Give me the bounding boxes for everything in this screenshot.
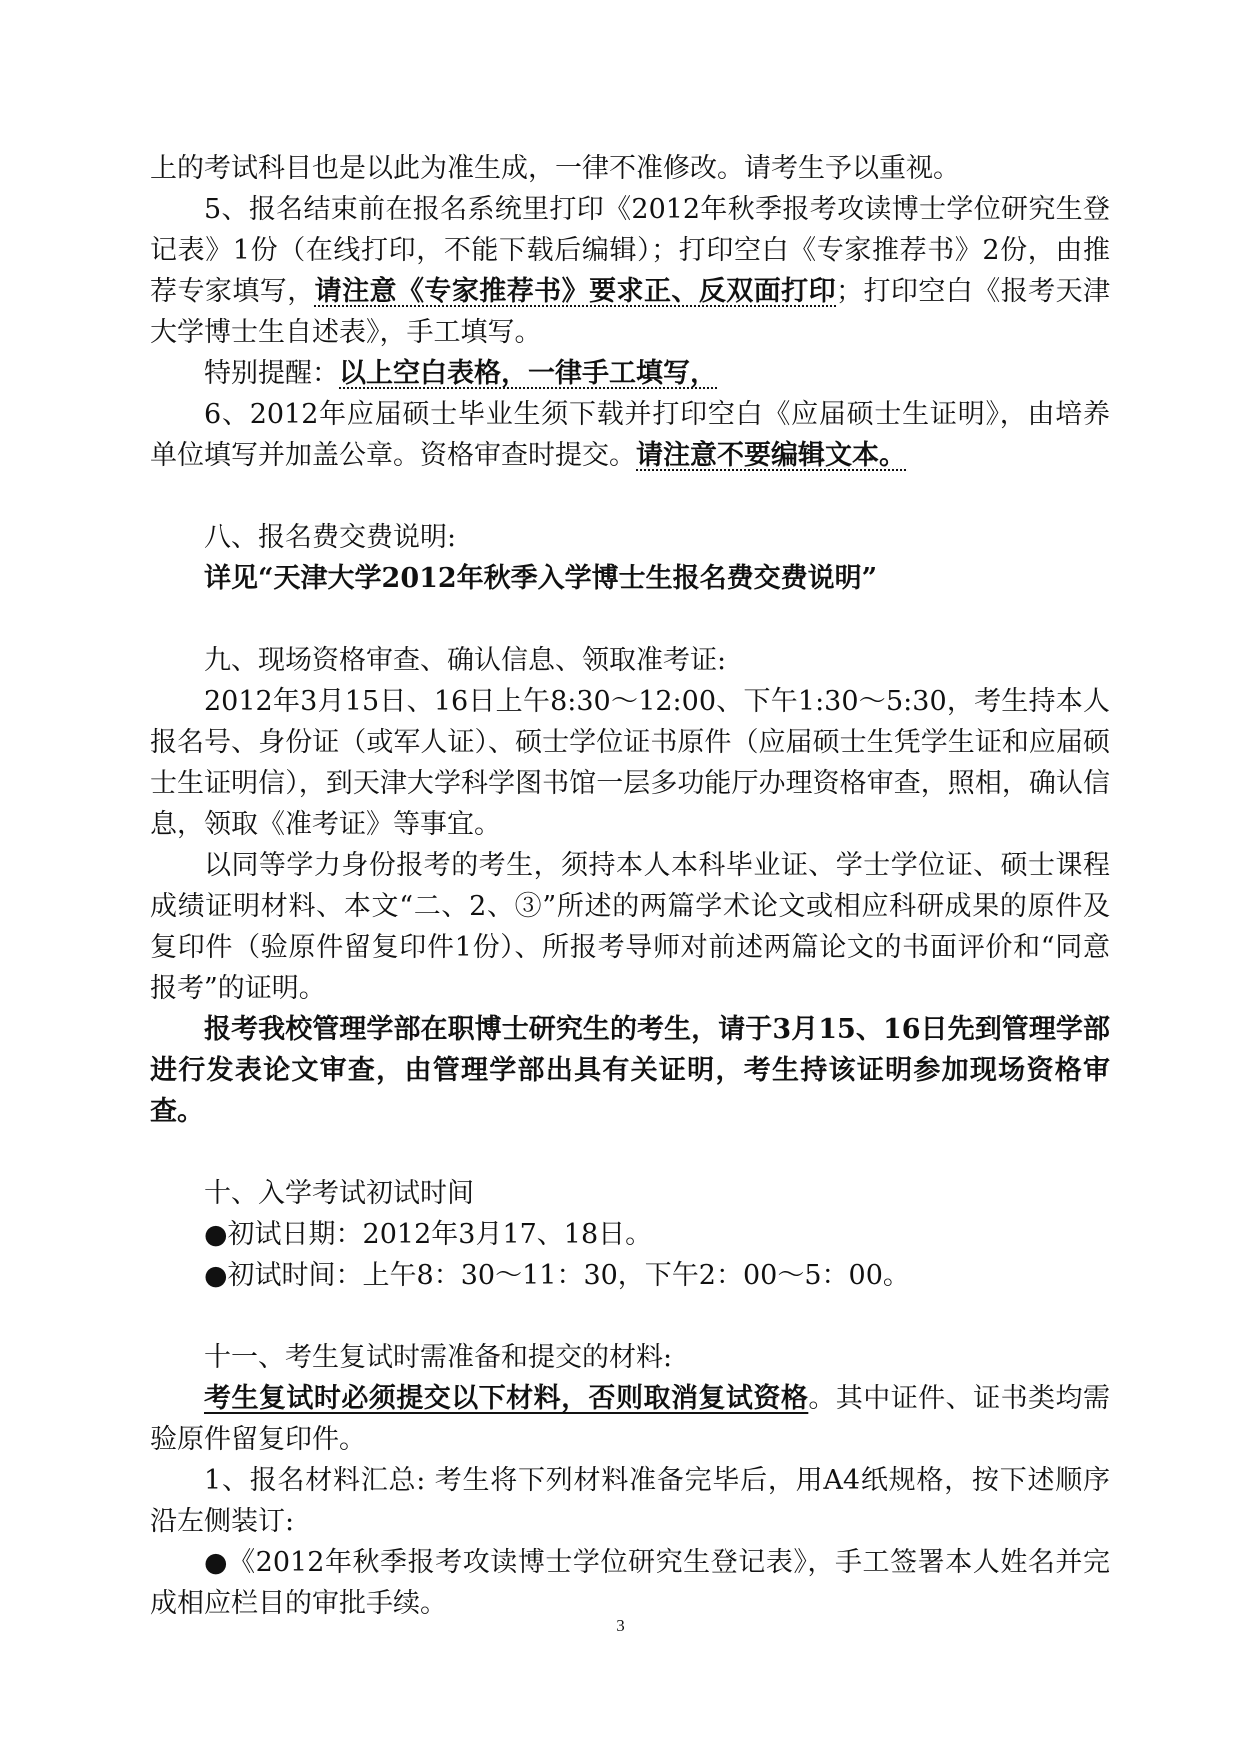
paragraph-item-5 xyxy=(150,189,1110,353)
spacer xyxy=(150,476,1110,517)
spacer xyxy=(150,1296,1110,1337)
requirement-emphasis: 考生复试时必须提交以下材料，否则取消复试资格 xyxy=(204,1383,809,1414)
item6-emphasis: 请注意不要编辑文本。 xyxy=(636,440,906,471)
item6-text-a: 6、2012年应届硕士毕业生须下载并打印空白《应届硕士生证明》，由培养单位填写并加盖公章。资格审查时提交。 xyxy=(150,399,1110,471)
paragraph-continuation: 上的考试科目也是以此为准生成，一律不准修改。请考生予以重视。 xyxy=(150,153,960,184)
item5-emphasis: 请注意《专家推荐书》要求正、反双面打印 xyxy=(314,276,837,307)
paragraph-item-6 xyxy=(150,394,1110,476)
spacer xyxy=(150,1132,1110,1173)
section-9-paragraph-1: 2012年3月15日、16日上午8:30～12:00、下午1:30～5:30，考生持本人报名号、身份证（或军人证）、硕士学位证书原件（应届硕士生凭学生证和应届硕士生证明信），到天津大学科学图书馆一层多功能厅办理资格审查，照相，确认信息，领取《准考证》等事宜。 xyxy=(150,686,1110,840)
section-11-item-1: 1、报名材料汇总: 考生将下列材料准备完毕后，用A4纸规格，按下述顺序沿左侧装订: xyxy=(150,1465,1110,1537)
item5-text-a: 5、报名结束前在报名系统里打印《2012年秋季报考攻读博士学位研究生登记表》1份（在线打印，不能下载后编辑）；打印空白《专家推荐书》2份，由推荐专家填写， xyxy=(150,194,1110,307)
exam-time-line: ●初试时间：上午8：30～11：30，下午2：00～5：00。 xyxy=(204,1260,910,1291)
section-10-heading: 十、入学考试初试时间 xyxy=(204,1178,474,1209)
reminder-emphasis: 以上空白表格，一律手工填写， xyxy=(339,358,717,389)
section-8-heading: 八、报名费交费说明: xyxy=(204,522,457,553)
section-8-detail: 详见“天津大学2012年秋季入学博士生报名费交费说明” xyxy=(204,563,878,594)
page-number: 3 xyxy=(616,1616,625,1635)
section-11-bullet-1: ●《2012年秋季报考攻读博士学位研究生登记表》，手工签署本人姓名并完成相应栏目的审批手续。 xyxy=(150,1547,1110,1619)
requirement-text: 。其中证件、证书类均需验原件留复印件。 xyxy=(150,1383,1110,1455)
item5-text-c: ；打印空白《报考天津大学博士生自述表》，手工填写。 xyxy=(150,276,1111,348)
section-9-paragraph-2: 以同等学力身份报考的考生，须持本人本科毕业证、学士学位证、硕士课程成绩证明材料、本文“二、2、③”所述的两篇学术论文或相应科研成果的原件及复印件（验原件留复印件1份）、所报考导师对前述两篇论文的书面评价和“同意报考”的证明。 xyxy=(150,850,1110,1004)
section-9-heading: 九、现场资格审查、确认信息、领取准考证: xyxy=(204,645,727,676)
paragraph-special-reminder xyxy=(150,353,1110,394)
section-11-heading: 十一、考生复试时需准备和提交的材料: xyxy=(204,1342,673,1373)
exam-date-line: ●初试日期：2012年3月17、18日。 xyxy=(204,1219,653,1250)
document-body xyxy=(150,148,1110,1624)
reminder-label: 特别提醒： xyxy=(204,358,339,389)
section-11-requirement xyxy=(150,1378,1110,1460)
section-9-paragraph-3: 报考我校管理学部在职博士研究生的考生，请于3月15、16日先到管理学部进行发表论文审查，由管理学部出具有关证明，考生持该证明参加现场资格审查。 xyxy=(150,1014,1110,1127)
spacer xyxy=(150,599,1110,640)
